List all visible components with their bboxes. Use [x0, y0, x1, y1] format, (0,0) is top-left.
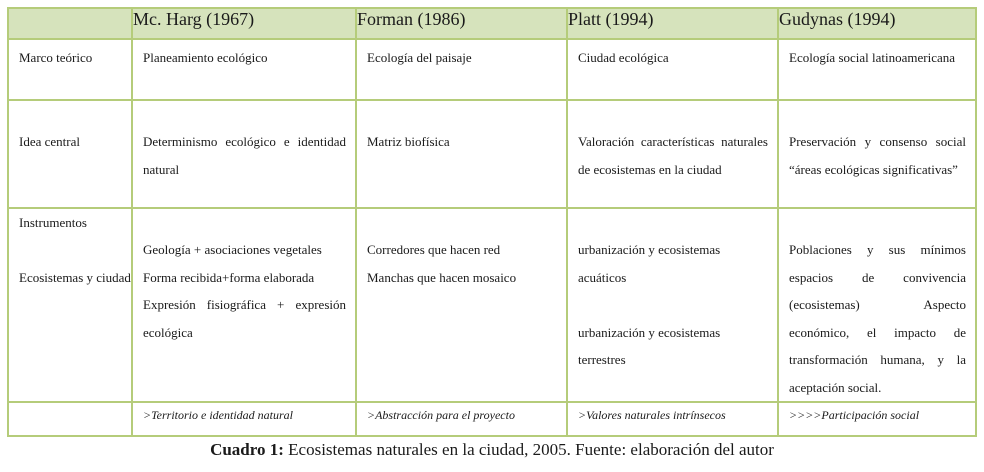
table-row — [8, 39, 976, 100]
table-cell — [778, 100, 976, 208]
cell-text: Planeamiento ecológico — [143, 50, 268, 65]
row-label — [8, 100, 132, 208]
cell-text: >Valores naturales intrínsecos — [578, 408, 726, 422]
cell-text: Determinismo ecológico e identidad natural — [143, 134, 346, 177]
caption-text: Ecosistemas naturales en la ciudad, 2005. Fuente: elaboración del autor — [283, 440, 774, 459]
row-label-text — [9, 403, 131, 407]
header-row — [8, 8, 976, 39]
table-cell — [567, 39, 778, 100]
table-caption — [0, 440, 984, 460]
spacer — [578, 291, 737, 319]
table-cell — [132, 208, 356, 402]
cell-text: Valoración características naturales de ecosistemas en la ciudad — [578, 134, 768, 177]
cell-line: urbanización y ecosistemas terrestres — [578, 324, 721, 367]
table-cell — [356, 402, 567, 436]
row-label-text — [9, 209, 131, 292]
cell-line: Forma recibida+forma elaborada — [143, 269, 315, 285]
cell-text: >>>>Participación social — [789, 408, 920, 422]
row-label-text: Marco teórico — [19, 50, 93, 65]
cell-line: Corredores que hacen red — [367, 242, 501, 257]
cell-line: Geología + asociaciones vegetales — [143, 242, 322, 257]
row-label — [8, 402, 132, 436]
table-row — [8, 208, 976, 402]
cell-text: Preservación y consenso social “áreas ecológicas significativas” — [789, 134, 966, 177]
cell-text — [133, 209, 355, 346]
header-mcharg: Mc. Harg (1967) — [132, 8, 356, 39]
table-cell — [132, 402, 356, 436]
caption-label: Cuadro 1: — [210, 440, 284, 459]
cell-text — [779, 40, 975, 72]
table-cell — [778, 39, 976, 100]
table-cell — [132, 100, 356, 208]
table-cell — [132, 39, 356, 100]
header-forman: Forman (1986) — [356, 8, 567, 39]
table-cell — [567, 100, 778, 208]
header-blank-cell — [8, 8, 132, 39]
comparison-table — [7, 7, 977, 437]
cell-line: Manchas que hacen mosaico — [367, 269, 517, 285]
table-cell — [778, 208, 976, 402]
row-label-line: Ecosistemas y ciudad — [19, 270, 131, 285]
row-label-text: Idea central — [19, 134, 80, 149]
row-label — [8, 208, 132, 402]
table-cell — [356, 39, 567, 100]
table-cell — [567, 402, 778, 436]
cell-line: urbanización y ecosistemas acuáticos — [578, 242, 721, 285]
row-label-line: Instrumentos — [19, 215, 87, 230]
table-row — [8, 402, 976, 436]
cell-line: Expresión fisiográfica + expresión ecológica — [143, 297, 346, 340]
cell-text-justified: Ecología social latinoamericana — [789, 50, 956, 65]
cell-text: Poblaciones y sus mínimos espacios de convivencia (ecosistemas) Aspecto económico, el impacto de transformación humana, y la aceptación social. — [789, 242, 966, 395]
cell-text — [568, 209, 777, 374]
table-cell — [356, 100, 567, 208]
cell-text: Ecología del paisaje — [367, 50, 472, 65]
table-cell — [778, 402, 976, 436]
table-row — [8, 100, 976, 208]
table-cell — [356, 208, 567, 402]
table-cell — [567, 208, 778, 402]
cell-text — [357, 209, 566, 291]
cell-text: Ciudad ecológica — [578, 50, 669, 65]
cell-text: Matriz biofísica — [367, 134, 450, 149]
cell-text: >Territorio e identidad natural — [143, 408, 293, 422]
cell-text: >Abstracción para el proyecto — [367, 408, 515, 422]
spacer — [19, 237, 131, 265]
row-label — [8, 39, 132, 100]
header-platt: Platt (1994) — [567, 8, 778, 39]
header-gudynas: Gudynas (1994) — [778, 8, 976, 39]
